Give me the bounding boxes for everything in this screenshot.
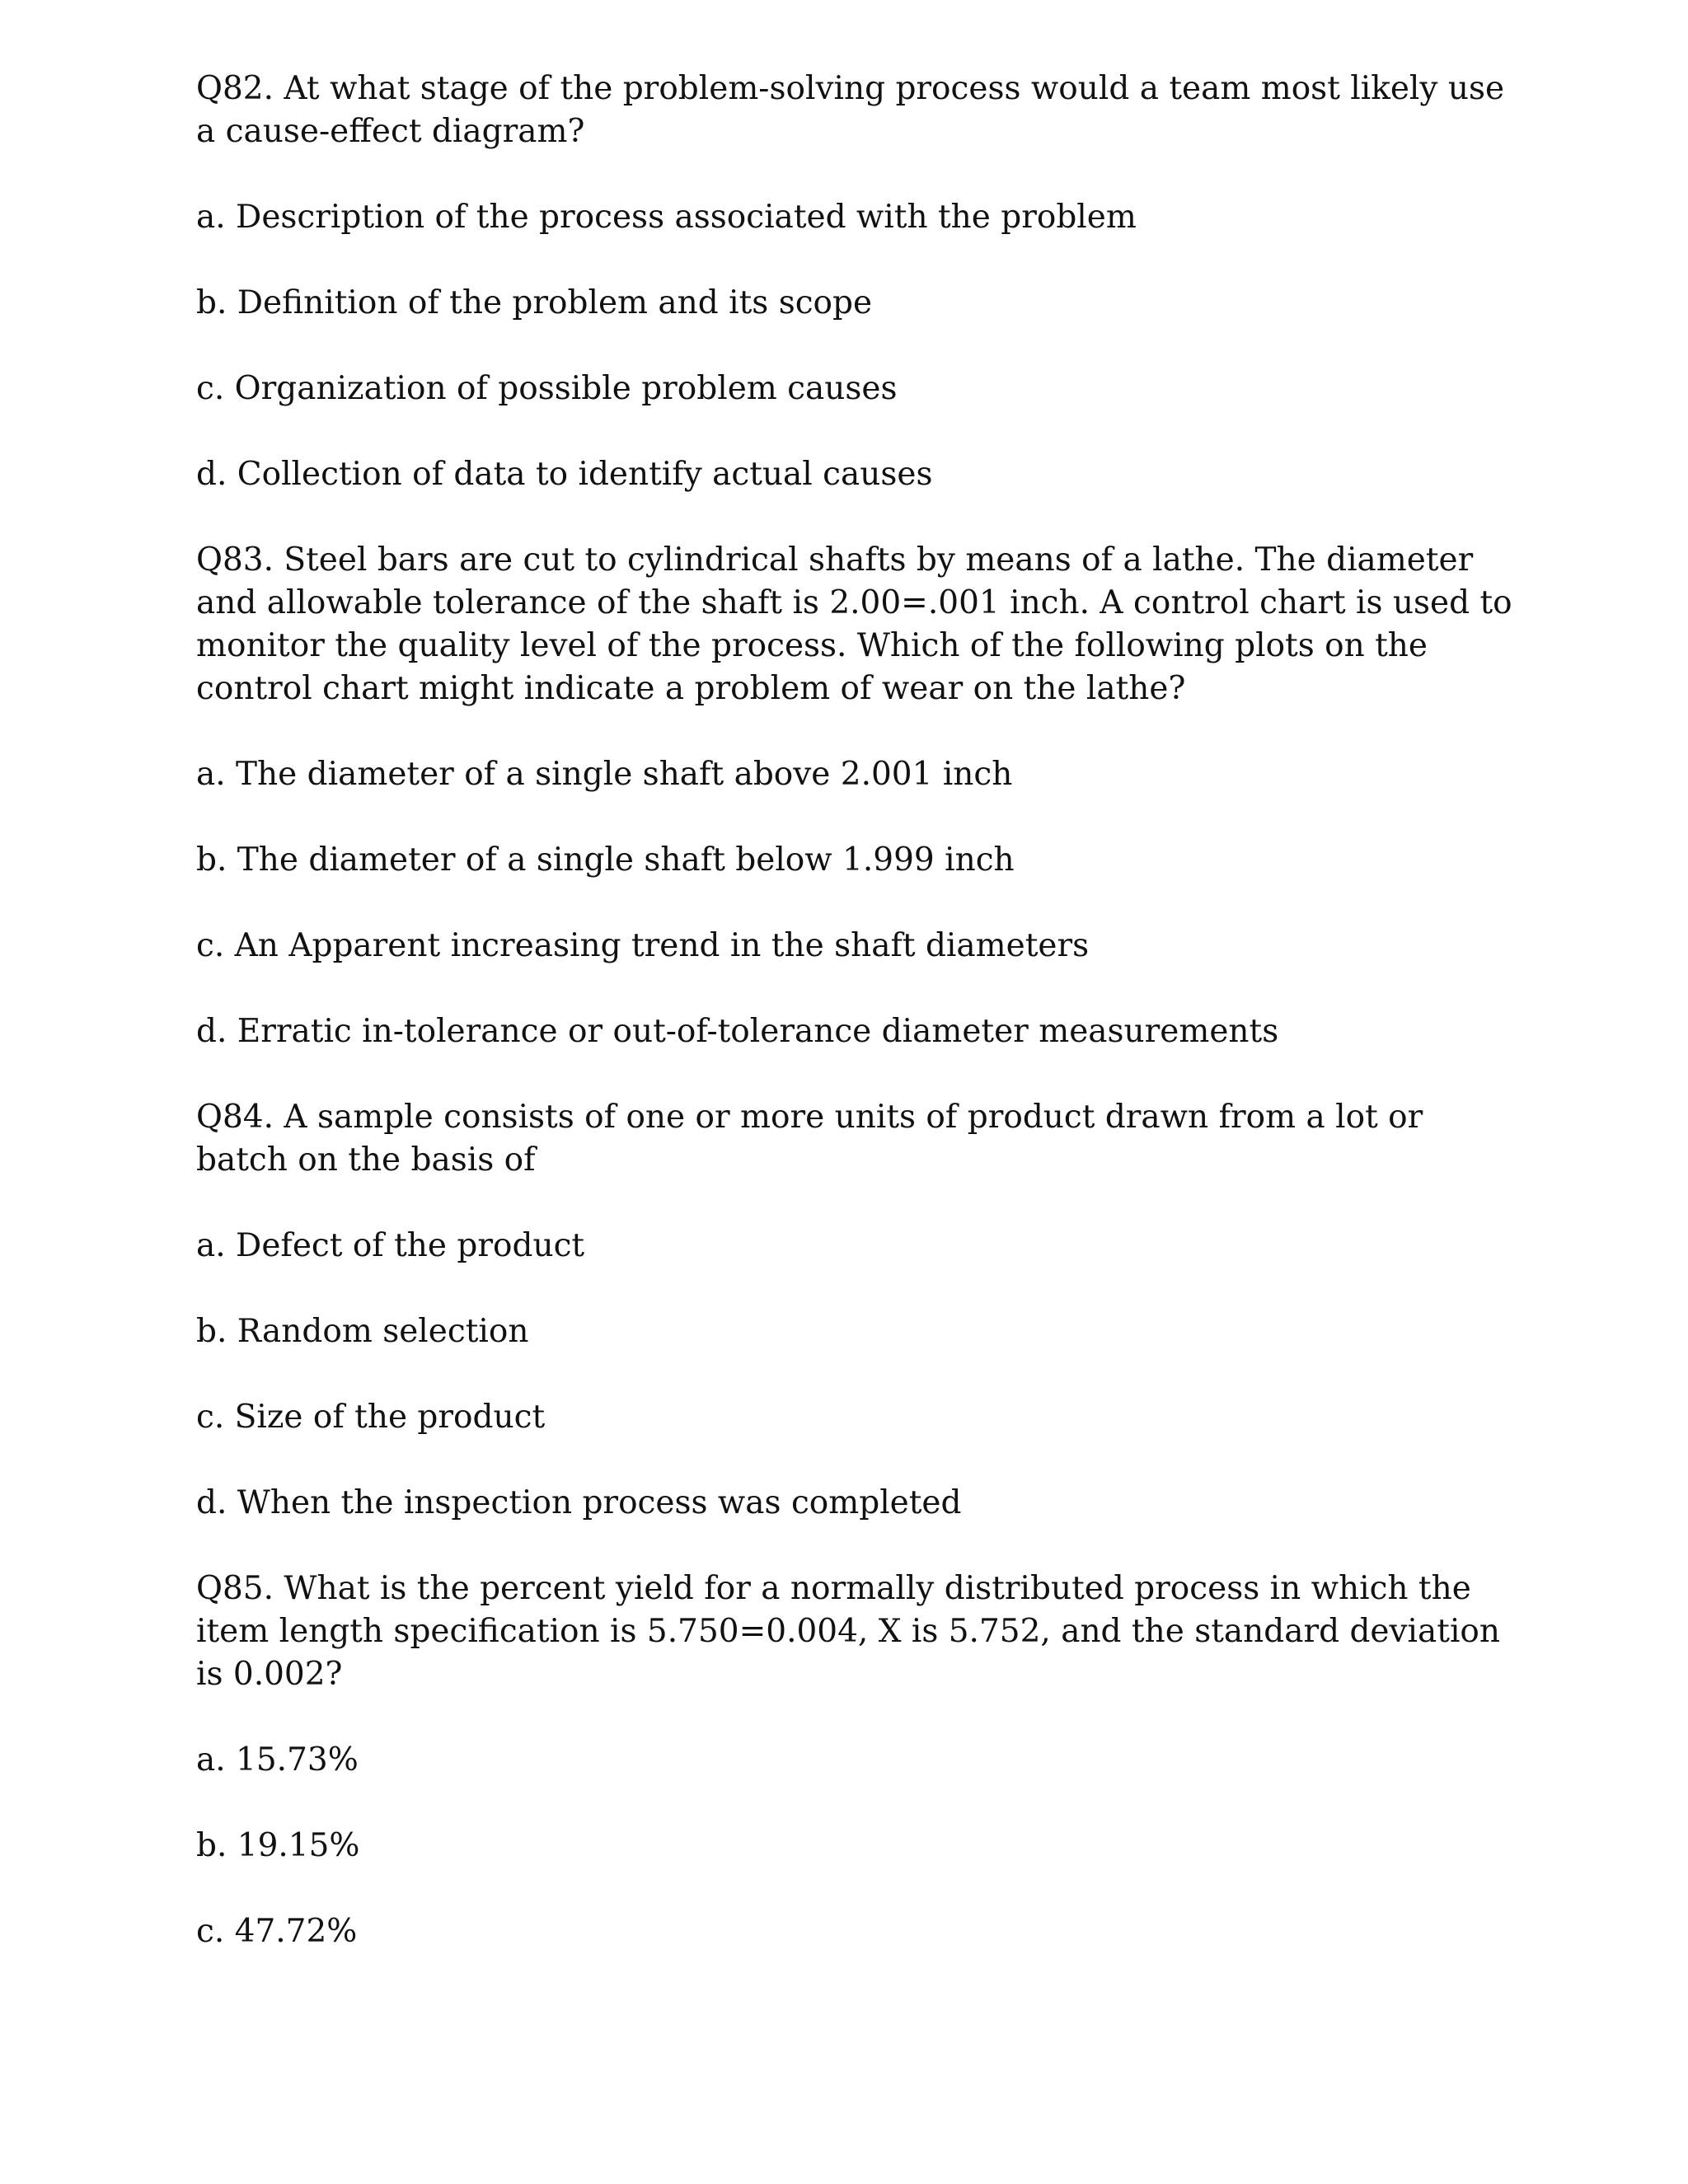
answer-option: b. Random selection <box>196 1313 529 1350</box>
answer-option: c. 47.72% <box>196 1913 358 1950</box>
answer-option: a. 15.73% <box>196 1741 359 1779</box>
answer-option: c. Size of the product <box>196 1399 546 1436</box>
answer-option: b. Definition of the problem and its scope <box>196 284 873 321</box>
answer-option: c. An Apparent increasing trend in the shaft diameters <box>196 927 1090 964</box>
answer-option: d. Erratic in-tolerance or out-of-tolerance diameter measurements <box>196 1013 1279 1050</box>
answer-option: c. Organization of possible problem causes <box>196 370 898 407</box>
question-q84 <box>196 1096 1515 1525</box>
answer-option: a. Description of the process associated with the problem <box>196 199 1137 236</box>
question-q83 <box>196 539 1515 1053</box>
question-q82 <box>196 68 1515 496</box>
answer-option: b. The diameter of a single shaft below 1.999 inch <box>196 841 1015 879</box>
answer-option: a. The diameter of a single shaft above 2.001 inch <box>196 756 1013 793</box>
answer-option: b. 19.15% <box>196 1827 360 1864</box>
question-text: Q85. What is the percent yield for a normally distributed process in which the item length specification is 5.750=0.004, X is 5.752, and the standard deviation is 0.002? <box>196 1570 1501 1693</box>
question-text: Q82. At what stage of the problem-solving process would a team most likely use a cause-effect diagram? <box>196 70 1505 150</box>
document-page <box>196 68 1515 1996</box>
question-q85 <box>196 1568 1515 1953</box>
answer-option: d. When the inspection process was completed <box>196 1484 962 1521</box>
answer-option: d. Collection of data to identify actual causes <box>196 456 933 493</box>
question-text: Q83. Steel bars are cut to cylindrical shafts by means of a lathe. The diameter and allowable tolerance of the shaft is 2.00=.001 inch. A control chart is used to monitor the quality level of the process. Which of the following plots on the control chart might indicate a problem of wear on the lathe? <box>196 541 1512 707</box>
answer-option: a. Defect of the product <box>196 1227 585 1264</box>
question-text: Q84. A sample consists of one or more units of product drawn from a lot or batch on the basis of <box>196 1099 1423 1179</box>
